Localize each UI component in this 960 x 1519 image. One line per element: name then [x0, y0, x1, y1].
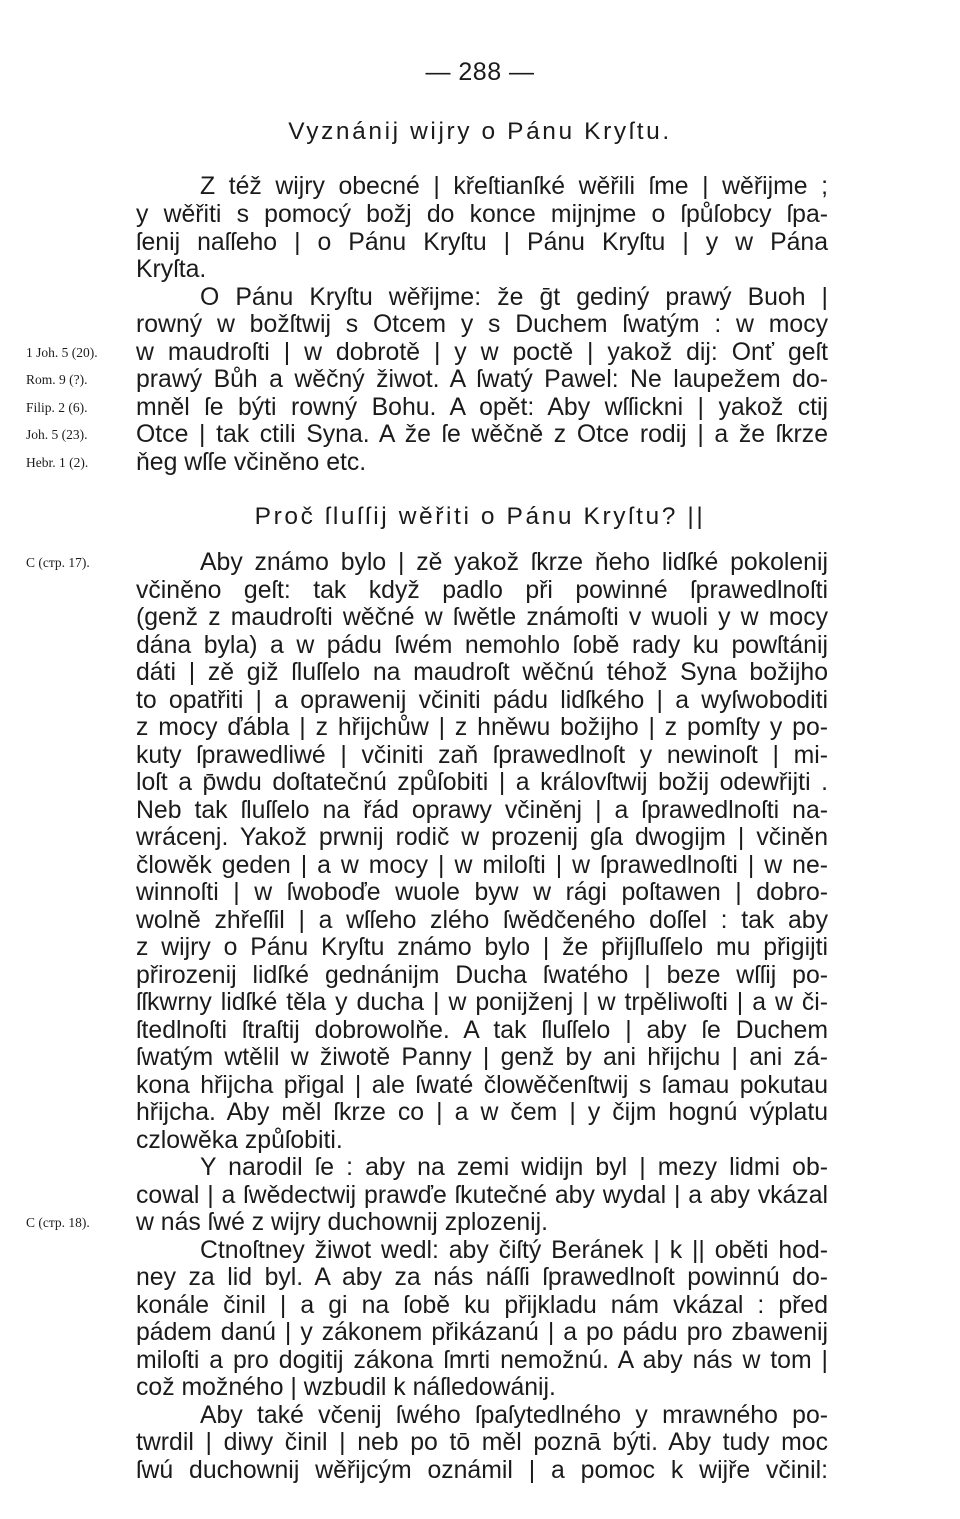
text-line: w maudroſti | w dobrotě | y w poctě | yakož dij: Onť geſt	[136, 339, 828, 366]
text-line: cowal | a ſwědectwij prawďe ſkutečné aby wydal | a aby vkázal	[136, 1182, 828, 1209]
margin-note: Rom. 9 (?).	[26, 372, 88, 387]
text-line: ſtedlnoſti ſtraſtij dobrowolňe. A tak ſluſſelo | aby ſe Duchem	[136, 1017, 828, 1044]
text-line: ſwatým wtělil w žiwotě Panny | genž by ani hřijchu | ani zá-	[136, 1044, 828, 1071]
text-line: prawý Bůh a wěčný žiwot. A ſwatý Pawel: Ne laupežem do-	[136, 366, 828, 393]
text-line: rowný w božſtwij s Otcem y s Duchem ſwatým : w mocy	[136, 311, 828, 338]
text-line: Z též wijry obecné | křeſtianſké wěřili ſme | wěřijme ;	[200, 173, 828, 200]
text-line: dána byla) a w pádu ſwém nemohlo ſobě rady ku powſtánij	[136, 632, 828, 659]
margin-note: C (стр. 18).	[26, 1215, 90, 1230]
text-line: dáti | zě giž ſluſſelo na maudroſt wěčnú téhož Syna božijho	[136, 659, 828, 686]
text-line: czlowěka způſobiti.	[136, 1127, 343, 1154]
text-line: wrácenj. Yakož prwnij rodič w prozenij gſa dwogijm | včiněn	[136, 824, 828, 851]
text-line: to opatřiti | a oprawenij včiniti pádu lidſkého | a wyſwoboditi	[136, 687, 828, 714]
text-line: ſſkwrny lidſké těla y ducha | w ponijženj | w trpěliwoſti | a w či-	[136, 989, 828, 1016]
text-line: hřijcha. Aby měl ſkrze co | a w čem | y čijm hognú výplatu	[136, 1099, 828, 1126]
text-line: včiněno geſt: tak když padlo při powinné ſprawedlnoſti	[136, 577, 828, 604]
section-heading: Vyznánij wijry o Pánu Kryſtu.	[288, 118, 672, 145]
margin-note: Joh. 5 (23).	[26, 427, 88, 442]
section-heading: Proč ſluſſij wěřiti o Pánu Kryſtu? ||	[254, 503, 706, 530]
text-line: Kryſta.	[136, 256, 207, 283]
text-line: ſenij naſſeho | o Pánu Kryſtu | Pánu Kryſtu | y w Pána	[136, 229, 828, 256]
text-line: kona hřijcha přigal | ale ſwaté člowěčenſtwij s ſamau pokutau	[136, 1072, 828, 1099]
margin-note: C (стр. 17).	[26, 555, 90, 570]
text-line: wolně zhřeſſil | a wſſeho zlého ſwědčeného doſſel : tak aby	[136, 907, 828, 934]
text-line: loſt a p̄wdu doſtatečnú způſobiti | a královſtwij božij odewřijti .	[136, 769, 828, 796]
text-line: Ctnoſtney žiwot wedl: aby čiſtý Beránek | k || oběti hod-	[200, 1237, 828, 1264]
text-line: winnoſti | w ſwoboďe wuole byw w rági poſtawen | dobro-	[136, 879, 828, 906]
text-line: mněl ſe býti rowný Bohu. A opět: Aby wſſickni | yakož ctij	[136, 394, 828, 421]
text-line: ney za lid byl. A aby za nás náſſi ſprawedlnoſt powinnú do-	[136, 1264, 828, 1291]
margin-note: Filip. 2 (6).	[26, 400, 88, 415]
text-line: y wěřiti s pomocý božj do konce mijnjme o ſpůſobcy ſpa-	[136, 201, 828, 228]
text-line: což možného | wzbudil k náſledowánij.	[136, 1374, 556, 1401]
text-line: Neb tak ſluſſelo na řád oprawy včiněnj | a ſprawedlnoſti na-	[136, 797, 828, 824]
text-line: Aby známo bylo | zě yakož ſkrze ňeho lidſké pokolenij	[200, 549, 828, 576]
text-line: přirozenij lidſké gednánijm Ducha ſwatého | beze wſſij po-	[136, 962, 828, 989]
margin-note: 1 Joh. 5 (20).	[26, 345, 98, 360]
text-line: Aby také včenij ſwého ſpaſytedlného y mrawného po-	[200, 1402, 828, 1429]
text-line: z wijry o Pánu Kryſtu známo bylo | že přijſluſſelo mu přigijti	[136, 934, 828, 961]
text-line: w nás ſwé z wijry duchownij zplozenij.	[136, 1209, 549, 1236]
text-line: Y narodil ſe : aby na zemi widijn byl | mezy lidmi ob-	[200, 1154, 828, 1181]
text-line: kuty ſprawedliwé | včiniti zaň ſprawedlnoſt y newinoſt | mi-	[136, 742, 828, 769]
text-line: (genž z maudroſti wěčné w ſwětle známoſti v wuoli y w mocy	[136, 604, 828, 631]
text-line: ſwú duchownij wěřijcým oznámil | a pomoc k wijře včinil:	[136, 1457, 828, 1484]
text-line: twrdil | diwy činil | neb po tō měl poznā býti. Aby tudy moc	[136, 1429, 828, 1456]
text-line: pádem danú | y zákonem přikázanú | a po pádu pro zbawenij	[136, 1319, 828, 1346]
text-line: miloſti a pro dogitij zákona ſmrti nemožnú. A aby nás w tom |	[136, 1347, 828, 1374]
text-line: člowěk geden | a w mocy | w miloſti | w ſprawedlnoſti | w ne-	[136, 852, 828, 879]
text-line: O Pánu Kryſtu wěřijme: že ḡt gediný prawý Buoh |	[200, 284, 828, 311]
text-line: konále činil | a gi na ſobě ku přijkladu nám vkázal : před	[136, 1292, 828, 1319]
page-number: — 288 —	[425, 58, 535, 86]
text-line: z mocy ďábla | z hřijchůw | z hněwu božijho | z pomſty y po-	[136, 714, 828, 741]
text-line: Otce | tak ctili Syna. A že ſe wěčně z Otce rodij | a že ſkrze	[136, 421, 828, 448]
margin-note: Hebr. 1 (2).	[26, 455, 89, 470]
text-line: ňeg wſſe včiněno etc.	[136, 449, 367, 476]
